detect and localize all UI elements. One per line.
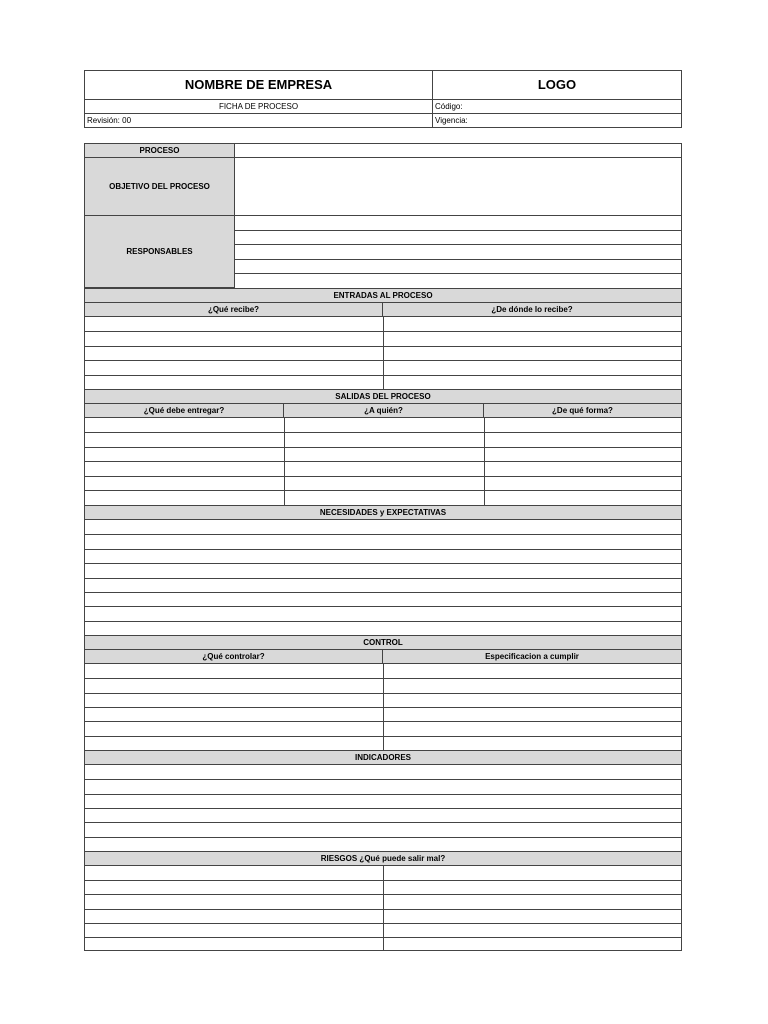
row-divider <box>85 360 681 361</box>
revision-field[interactable]: Revisión: 00 <box>85 114 433 128</box>
entradas-col-de-donde: ¿De dónde lo recibe? <box>383 303 681 317</box>
row-divider <box>85 606 681 607</box>
row-divider <box>85 331 681 332</box>
riesgos-section-title: RIESGOS ¿Qué puede salir mal? <box>85 851 681 866</box>
row-divider <box>85 822 681 823</box>
row-divider <box>85 375 681 376</box>
salidas-col-que-entregar: ¿Qué debe entregar? <box>85 404 284 418</box>
necesidades-rows[interactable] <box>85 520 681 635</box>
document-type: FICHA DE PROCESO <box>85 100 433 114</box>
responsables-label: RESPONSABLES <box>85 216 235 288</box>
entradas-rows[interactable] <box>85 317 681 389</box>
salidas-col-de-que-forma: ¿De qué forma? <box>484 404 681 418</box>
row-divider <box>85 534 681 535</box>
row-divider <box>85 923 681 924</box>
row-divider <box>85 707 681 708</box>
row-divider <box>85 937 681 938</box>
control-rows[interactable] <box>85 664 681 750</box>
process-form <box>84 143 682 951</box>
row-divider <box>85 549 681 550</box>
control-col-especificacion: Especificacion a cumplir <box>383 650 681 664</box>
row-divider <box>85 808 681 809</box>
objetivo-value-field[interactable] <box>235 158 681 216</box>
indicadores-section-title: INDICADORES <box>85 750 681 765</box>
row-divider <box>235 273 681 274</box>
row-divider <box>85 894 681 895</box>
salidas-col-a-quien: ¿A quién? <box>284 404 484 418</box>
row-divider <box>85 563 681 564</box>
row-divider <box>85 909 681 910</box>
row-divider <box>85 736 681 737</box>
necesidades-section-title: NECESIDADES y EXPECTATIVAS <box>85 505 681 520</box>
proceso-value-field[interactable] <box>235 144 681 158</box>
row-divider <box>85 880 681 881</box>
row-divider <box>85 592 681 593</box>
logo-placeholder: LOGO <box>433 71 681 100</box>
row-divider <box>85 837 681 838</box>
row-divider <box>235 259 681 260</box>
column-divider <box>383 317 384 389</box>
row-divider <box>85 346 681 347</box>
validity-field[interactable]: Vigencia: <box>435 116 468 125</box>
document-header <box>84 70 682 128</box>
row-divider <box>85 621 681 622</box>
row-divider <box>85 461 681 462</box>
salidas-section-title: SALIDAS DEL PROCESO <box>85 389 681 404</box>
row-divider <box>85 779 681 780</box>
row-divider <box>85 432 681 433</box>
row-divider <box>85 490 681 491</box>
row-divider <box>85 678 681 679</box>
proceso-label: PROCESO <box>85 144 235 158</box>
row-divider <box>235 230 681 231</box>
entradas-section-title: ENTRADAS AL PROCESO <box>85 288 681 303</box>
objetivo-label: OBJETIVO DEL PROCESO <box>85 158 235 216</box>
entradas-col-que-recibe: ¿Qué recibe? <box>85 303 383 317</box>
control-section-title: CONTROL <box>85 635 681 650</box>
indicadores-rows[interactable] <box>85 765 681 851</box>
row-divider <box>235 244 681 245</box>
row-divider <box>85 447 681 448</box>
salidas-rows[interactable] <box>85 418 681 505</box>
control-col-que-controlar: ¿Qué controlar? <box>85 650 383 664</box>
responsables-fields[interactable] <box>235 216 681 288</box>
row-divider <box>85 721 681 722</box>
row-divider <box>85 794 681 795</box>
riesgos-rows[interactable] <box>85 866 681 950</box>
row-divider <box>85 476 681 477</box>
row-divider <box>85 693 681 694</box>
row-divider <box>85 578 681 579</box>
code-field[interactable]: Código: <box>433 100 681 114</box>
company-name: NOMBRE DE EMPRESA <box>85 71 433 100</box>
